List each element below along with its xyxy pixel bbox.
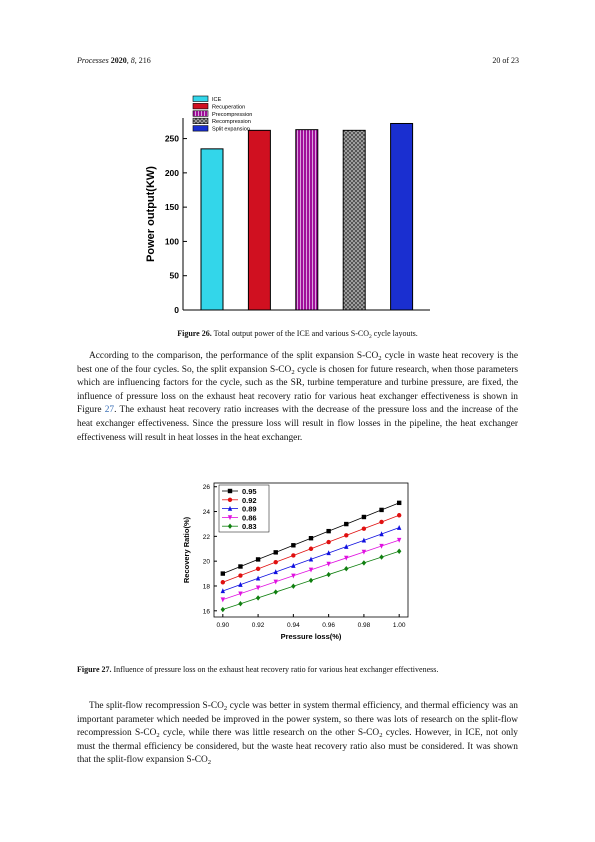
article-number: 216	[138, 56, 151, 65]
para2-sub-2: 2	[156, 732, 160, 740]
figure-27-text: Influence of pressure loss on the exhaust heat recovery ratio for various heat exchanger effectiveness.	[113, 665, 439, 674]
y-tick-label: 200	[164, 167, 179, 178]
legend-label: Precompression	[212, 111, 253, 118]
data-point	[379, 508, 383, 512]
data-point	[256, 595, 260, 600]
legend-swatch	[193, 118, 208, 124]
paragraph-2	[77, 700, 518, 768]
para2-s2: cycle was better in system thermal efficiency, and thermal efficiency was an important parameter which needed be improved in the power system, so there was lots of research on the split-flow recompression S-CO	[77, 701, 518, 739]
legend-label: 0.92	[242, 495, 257, 505]
para2-sub-4: 2	[207, 759, 212, 767]
y-tick-label: 26	[202, 484, 210, 492]
figure-27-label: Figure 27.	[77, 665, 112, 674]
data-point	[362, 526, 366, 530]
x-axis-title: Pressure loss(%)	[280, 632, 342, 641]
bar	[391, 123, 413, 310]
journal-volume: 8	[130, 56, 135, 65]
data-point	[238, 564, 242, 568]
figure-26-tail: cycle layouts.	[371, 329, 418, 338]
x-tick-label: 0.96	[322, 622, 335, 629]
data-point	[221, 607, 225, 612]
legend-label: 0.89	[242, 504, 257, 514]
y-tick-label: 150	[164, 202, 179, 213]
para1-sub-2: 2	[291, 368, 295, 376]
recovery-ratio-line-chart	[180, 475, 415, 653]
y-tick-label: 24	[202, 509, 210, 517]
data-point	[274, 550, 278, 554]
y-tick-label: 0	[174, 305, 179, 315]
legend-swatch	[193, 111, 208, 117]
x-tick-label: 0.94	[287, 622, 300, 629]
data-point	[221, 571, 225, 575]
data-point	[309, 578, 313, 583]
data-point	[274, 589, 278, 594]
data-point	[291, 584, 295, 589]
data-point	[291, 543, 295, 547]
legend-swatch	[193, 103, 208, 109]
data-point	[344, 522, 348, 526]
data-point	[397, 501, 401, 505]
legend-label: ICE	[212, 97, 222, 103]
data-point	[326, 540, 330, 544]
legend-marker	[228, 498, 232, 502]
data-point	[291, 553, 295, 557]
para1-s2: cycle in waste heat recovery is the best one of the four cycles. So, the split expansion S-CO	[77, 351, 518, 375]
data-point	[256, 567, 260, 571]
para1-s4: . The exhaust heat recovery ratio increases with the decrease of the pressure loss and the increase of the heat exchanger effectiveness. Since the pressure loss will result in flow losses in the pipeline, the heat exchanger effectiveness will result in heat losses in the heat exchanger.	[77, 405, 518, 443]
legend-swatch	[193, 96, 208, 102]
data-point	[362, 515, 366, 519]
data-point	[326, 572, 330, 577]
legend-swatch	[193, 126, 208, 132]
y-tick-label: 16	[202, 608, 210, 616]
data-point	[397, 549, 401, 554]
y-tick-label: 50	[169, 270, 179, 281]
para2-s3: cycle, while there was little research on the other S-CO	[159, 728, 380, 739]
page-number: 20 of 23	[492, 56, 519, 65]
journal-name: Processes	[77, 56, 109, 65]
para2-sub-3: 2	[379, 732, 383, 740]
data-point	[344, 533, 348, 537]
page-header-left: Processes 2020, 8, 216	[77, 56, 151, 65]
para2-s1: The split-flow recompression S-CO	[89, 701, 224, 711]
bar	[343, 130, 365, 310]
data-point	[397, 525, 401, 530]
para2-sub-1: 2	[223, 705, 228, 712]
y-tick-label: 22	[202, 533, 210, 541]
volume-sep: ,	[126, 56, 131, 65]
legend-marker	[228, 489, 232, 493]
x-tick-label: 0.90	[216, 622, 230, 629]
figure-27-link[interactable]: 27	[104, 405, 115, 416]
data-point	[309, 536, 313, 540]
data-point	[256, 557, 260, 561]
y-tick-label: 100	[164, 236, 179, 247]
figure-26-caption	[77, 328, 518, 340]
power-output-bar-chart	[140, 95, 440, 320]
data-point	[221, 580, 225, 584]
legend-label: Recuperation	[212, 104, 246, 111]
data-point	[238, 573, 242, 577]
data-point	[379, 520, 383, 524]
bar	[248, 130, 270, 310]
data-point	[326, 529, 330, 533]
figure-27-caption	[77, 664, 518, 676]
y-tick-label: 250	[164, 133, 179, 144]
y-axis-title: Recovery Ratio(%)	[182, 516, 191, 584]
legend-label: Split expansion	[212, 126, 250, 133]
x-tick-label: 0.98	[357, 622, 371, 629]
legend-label: 0.83	[242, 522, 257, 532]
x-tick-label: 1.00	[392, 622, 406, 629]
data-point	[362, 560, 366, 565]
bar	[201, 149, 223, 310]
y-tick-label: 18	[202, 583, 210, 591]
figure-26-sub: 2	[369, 334, 372, 340]
y-tick-label: 20	[202, 558, 210, 566]
para2-s4: cycles. However, in ICE, not only must the thermal efficiency be considered, but the waste heat recovery ratio also must be considered. It was shown that the split-flow expansion S-CO	[77, 728, 518, 766]
figure-26-text: Total output power of the ICE and various S-CO	[213, 329, 369, 338]
legend-label: Recompression	[212, 119, 251, 126]
legend-label: 0.86	[242, 513, 257, 523]
journal-year: 2020	[110, 56, 127, 65]
data-point	[274, 560, 278, 564]
data-point	[397, 513, 401, 517]
figure-26-label: Figure 26.	[177, 329, 212, 338]
para1-s1: According to the comparison, the performance of the split expansion S-CO	[89, 351, 379, 361]
x-tick-label: 0.92	[251, 622, 265, 629]
y-axis-title: Power output(KW)	[145, 166, 157, 262]
bar	[296, 130, 318, 310]
data-point	[221, 597, 225, 602]
paragraph-1	[77, 350, 518, 445]
data-point	[309, 547, 313, 551]
data-point	[238, 601, 242, 606]
para1-s3: cycle is chosen for future research, when those parameters which are influencing factors for the cycle, such as the SR, turbine temperature and turbine pressure, are fixed, the influence of pressure loss on the exhaust heat recovery ratio for various heat exchanger effectiveness is shown in Figure	[77, 364, 518, 416]
data-point	[344, 566, 348, 571]
data-point	[379, 554, 383, 559]
para1-sub-1: 2	[378, 355, 382, 362]
legend-label: 0.95	[242, 487, 257, 496]
